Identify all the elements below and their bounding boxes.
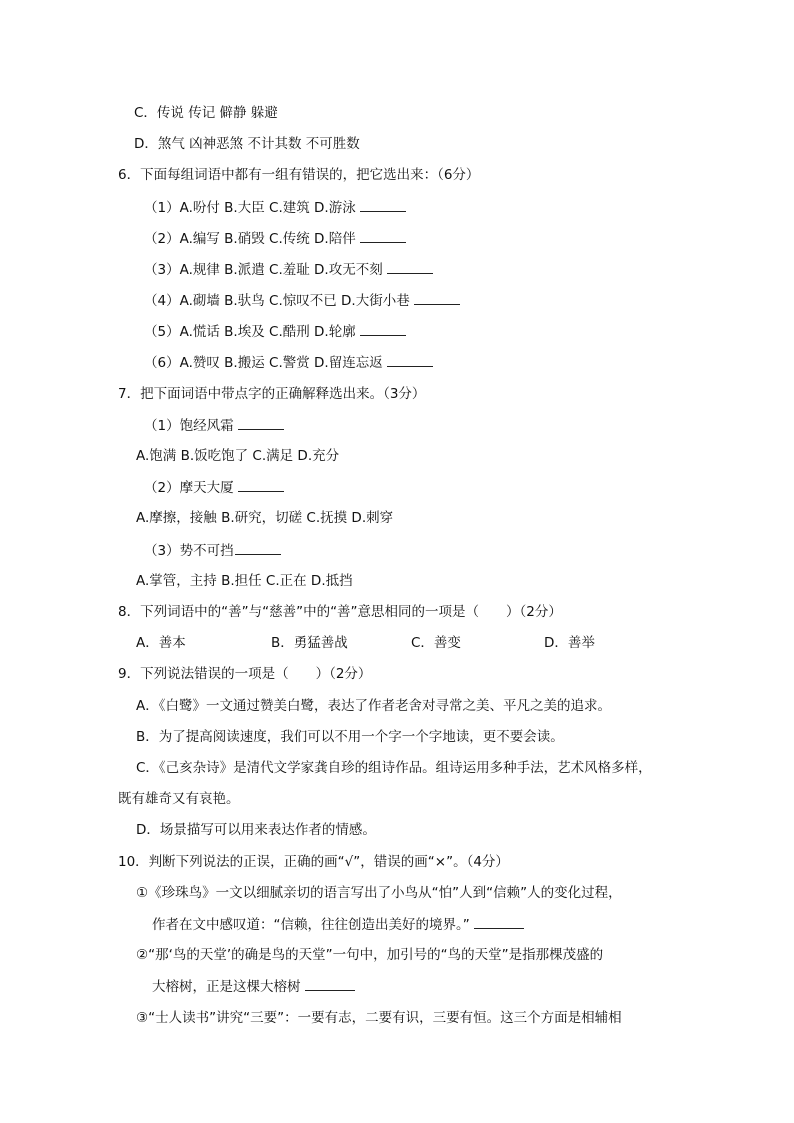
option-c-line: C．传说 传记 僻静 躲避	[134, 105, 278, 121]
answer-blank[interactable]	[387, 353, 433, 367]
question-6-item-4: （4）A.砌墙 B.驮鸟 C.惊叹不已 D.大街小巷	[144, 291, 460, 310]
question-10-item-2: ②“那‘鸟的天堂’的确是鸟的天堂”一句中，加引号的“鸟的天堂”是指那棵茂盛的	[136, 947, 604, 963]
question-6-item-1: （1）A.吩付 B.大臣 C.建筑 D.游泳	[144, 198, 406, 217]
option-c[interactable]: C．善变	[411, 635, 461, 651]
question-7-item-3-options: A.掌管，主持 B.担任 C.正在 D.抵挡	[136, 573, 353, 589]
question-7-item-2-options: A.摩擦，接触 B.研究，切磋 C.抚摸 D.刺穿	[136, 510, 394, 526]
question-10-item-2-cont: 大榕树，正是这棵大榕树	[152, 977, 355, 996]
option-d[interactable]: D．善举	[544, 635, 595, 651]
question-7-item-3: （3）势不可挡	[144, 541, 281, 560]
answer-blank[interactable]	[360, 198, 406, 212]
question-9-option-c-cont: 既有雄奇又有哀艳。	[118, 791, 240, 807]
question-7-item-1: （1）饱经风霜	[144, 416, 284, 435]
question-9-option-b: B．为了提高阅读速度，我们可以不用一个字一个字地读，更不要会读。	[136, 729, 564, 745]
question-7-title: 7．把下面词语中带点字的正确解释选出来。（3分）	[118, 386, 426, 402]
question-9-option-c: C．《己亥杂诗》是清代文学家龚自珍的组诗作品。组诗运用多种手法，艺术风格多样，	[136, 760, 652, 776]
answer-blank[interactable]	[238, 478, 284, 492]
question-6-title: 6．下面每组词语中都有一组有错误的，把它选出来：（6分）	[118, 167, 480, 183]
option-d-line: D．煞气 凶神恶煞 不计其数 不可胜数	[134, 136, 360, 152]
question-10-item-3: ③“士人读书”讲究“三要”：一要有志，二要有识，三要有恒。这三个方面是相辅相	[136, 1010, 622, 1026]
answer-blank[interactable]	[474, 915, 524, 929]
question-8-options	[136, 634, 636, 652]
option-a[interactable]: A．善本	[136, 635, 186, 651]
answer-blank[interactable]	[360, 229, 406, 243]
question-7-item-1-options: A.饱满 B.饭吃饱了 C.满足 D.充分	[136, 448, 340, 464]
question-6-item-5: （5）A.慌话 B.埃及 C.酷刑 D.轮廓	[144, 322, 406, 341]
option-b[interactable]: B．勇猛善战	[271, 635, 348, 651]
question-6-item-3: （3）A.规律 B.派遣 C.羞耻 D.攻无不刻	[144, 260, 433, 279]
answer-blank[interactable]	[360, 322, 406, 336]
question-10-item-1-cont: 作者在文中感叹道：“信赖，往往创造出美好的境界。”	[152, 915, 524, 934]
question-6-item-6: （6）A.赞叹 B.搬运 C.警赏 D.留连忘返	[144, 353, 433, 372]
question-10-item-1: ①《珍珠鸟》一文以细腻亲切的语言写出了小鸟从“怕”人到“信赖”人的变化过程，	[136, 885, 622, 901]
answer-blank[interactable]	[305, 977, 355, 991]
answer-blank[interactable]	[414, 291, 460, 305]
answer-blank[interactable]	[387, 260, 433, 274]
answer-blank[interactable]	[235, 541, 281, 555]
question-9-title: 9．下列说法错误的一项是（ ）（2分）	[118, 666, 372, 682]
question-9-option-a: A．《白鹭》一文通过赞美白鹭，表达了作者老舍对寻常之美、平凡之美的追求。	[136, 698, 611, 714]
question-7-item-2: （2）摩天大厦	[144, 478, 284, 497]
question-6-item-2: （2）A.编写 B.硝毁 C.传统 D.陪伴	[144, 229, 406, 248]
question-8-title: 8．下列词语中的“善”与“慈善”中的“善”意思相同的一项是（ ）（2分）	[118, 604, 562, 620]
answer-blank[interactable]	[238, 416, 284, 430]
question-9-option-d: D．场景描写可以用来表达作者的情感。	[136, 822, 376, 838]
question-10-title: 10．判断下列说法的正误，正确的画“√”，错误的画“×”。（4分）	[118, 854, 509, 870]
